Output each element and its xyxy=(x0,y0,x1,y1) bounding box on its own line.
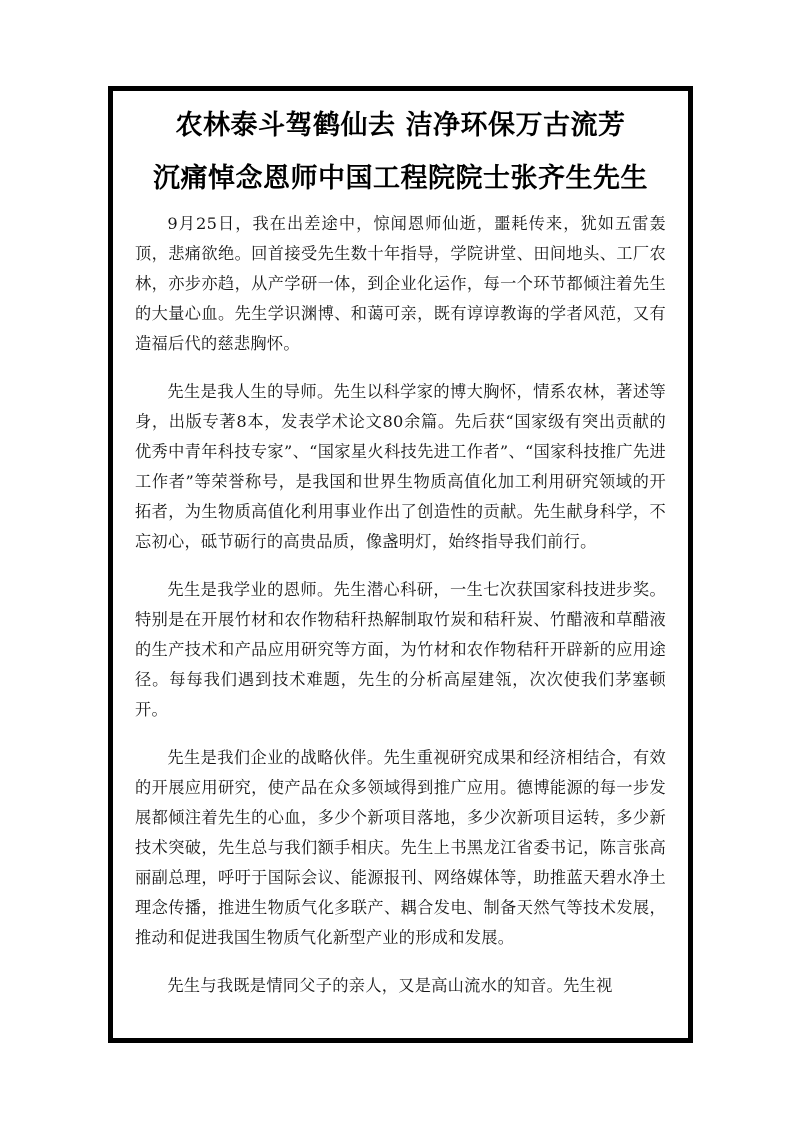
document-body xyxy=(135,209,666,1019)
paragraph-1: 9月25日，我在出差途中，惊闻恩师仙逝，噩耗传来，犹如五雷轰顶，悲痛欲绝。回首接受先生数十年指导，学院讲堂、田间地头、工厂农林，亦步亦趋，从产学研一体，到企业化运作，每一个环节都倾注着先生的大量心血。先生学识渊博、和蔼可亲，既有谆谆教诲的学者风范，又有造福后代的慈悲胸怀。 xyxy=(135,214,666,353)
document-frame xyxy=(108,86,693,1043)
paragraph-5: 先生与我既是情同父子的亲人，又是高山流水的知音。先生视 xyxy=(167,976,613,995)
paragraph-4: 先生是我们企业的战略伙伴。先生重视研究成果和经济相结合，有效的开展应用研究，使产品在众多领域得到推广应用。德博能源的每一步发展都倾注着先生的心血，多少个新项目落地，多少次新项目运转，多少新技术突破，先生总与我们额手相庆。先生上书黑龙江省委书记，陈言张高丽副总理，呼吁于国际会议、能源报刊、网络媒体等，助推蓝天碧水净土理念传播，推进生物质气化多联产、耦合发电、制备天然气等技术发展，推动和促进我国生物质气化新型产业的形成和发展。 xyxy=(135,748,666,947)
paragraph-3: 先生是我学业的恩师。先生潜心科研，一生七次获国家科技进步奖。特别是在开展竹材和农作物秸秆热解制取竹炭和秸秆炭、竹醋液和草醋液的生产技术和产品应用研究等方面，为竹材和农作物秸秆开辟新的应用途径。每每我们遇到技术难题，先生的分析高屋建瓴，次次使我们茅塞顿开。 xyxy=(135,580,666,719)
paragraph-2: 先生是我人生的导师。先生以科学家的博大胸怀，情系农林，著述等身，出版专著8本，发表学术论文80余篇。先后获“国家级有突出贡献的优秀中青年科技专家”、“国家星火科技先进工作者”、“国家科技推广先进工作者”等荣誉称号，是我国和世界生物质高值化加工利用研究领域的开拓者，为生物质高值化利用事业作出了创造性的贡献。先生献身科学，不忘初心，砥节砺行的高贵品质，像盏明灯，始终指导我们前行。 xyxy=(135,382,666,551)
document-title: 农林泰斗驾鹤仙去 洁净环保万古流芳 xyxy=(175,110,626,141)
document-subtitle: 沉痛悼念恩师中国工程院院士张齐生先生 xyxy=(153,163,648,194)
